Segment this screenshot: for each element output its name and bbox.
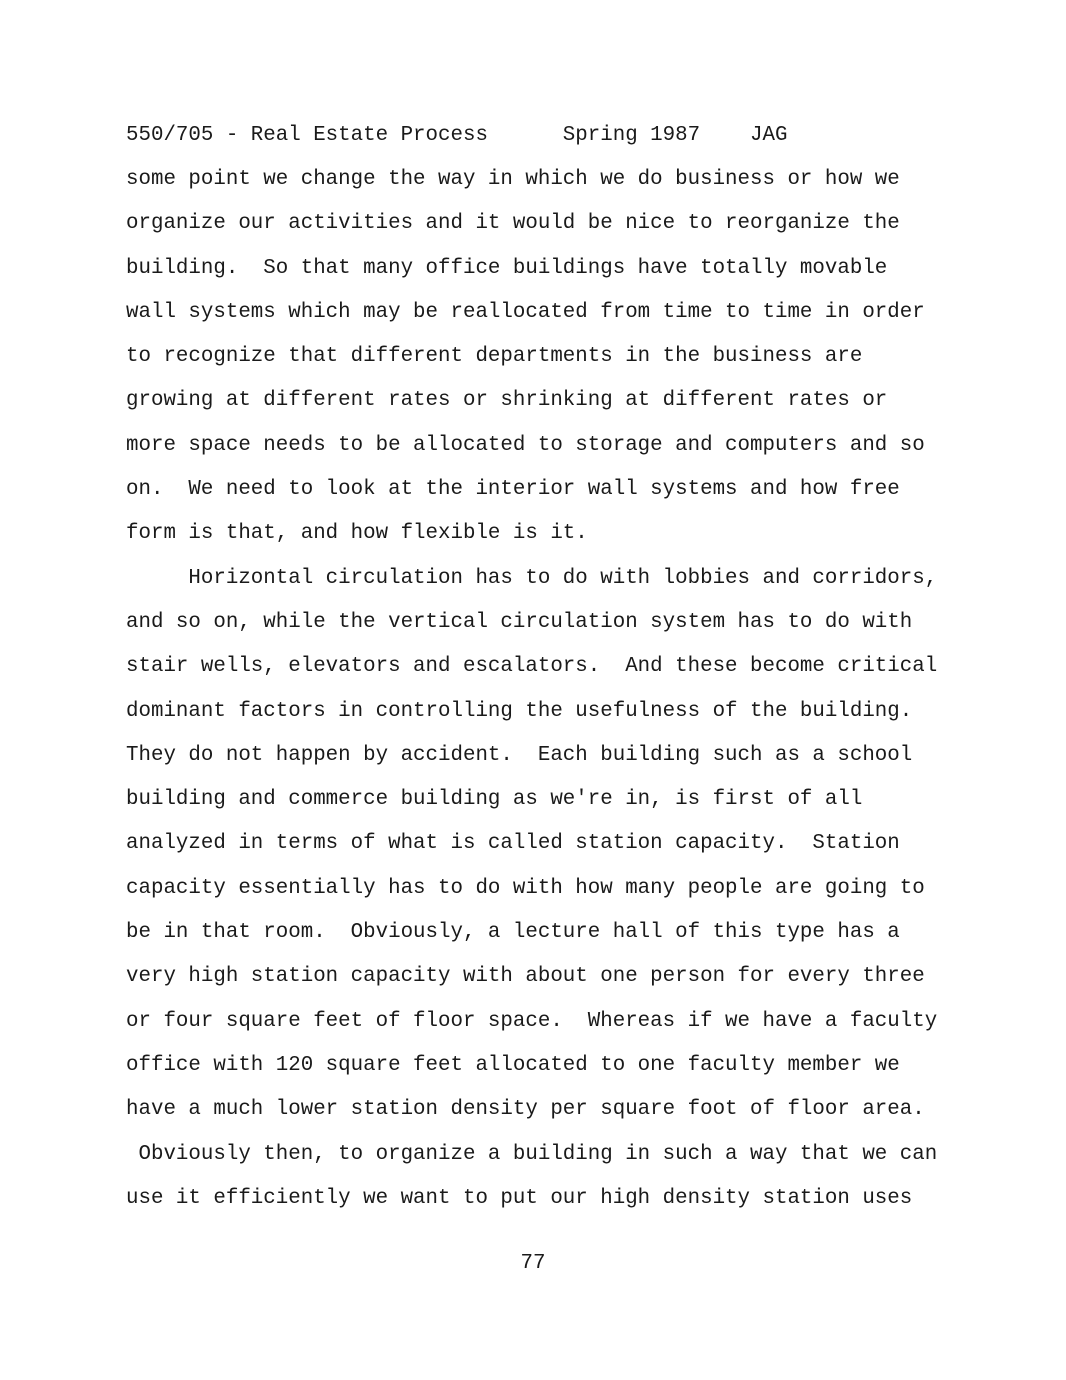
- text-line: have a much lower station density per square foot of floor area.: [126, 1098, 925, 1122]
- page-header: 550/705 - Real Estate Process Spring 1987 JAG: [126, 124, 788, 147]
- text-line: analyzed in terms of what is called station capacity. Station: [126, 832, 900, 856]
- text-line: office with 120 square feet allocated to one faculty member we: [126, 1053, 900, 1077]
- text-line: form is that, and how flexible is it.: [126, 522, 588, 546]
- text-line: dominant factors in controlling the usefulness of the building.: [126, 699, 913, 723]
- text-line: Obviously then, to organize a building in such a way that we can: [126, 1142, 938, 1166]
- body-text: [126, 166, 1026, 1229]
- text-line: stair wells, elevators and escalators. And these become critical: [126, 655, 938, 679]
- text-line: building. So that many office buildings have totally movable: [126, 256, 888, 280]
- text-line: Horizontal circulation has to do with lobbies and corridors,: [126, 566, 938, 590]
- text-line: They do not happen by accident. Each building such as a school: [126, 743, 913, 767]
- text-line: organize our activities and it would be nice to reorganize the: [126, 212, 900, 236]
- page-number: 77: [520, 1252, 546, 1275]
- text-line: growing at different rates or shrinking at different rates or: [126, 389, 888, 413]
- text-line: very high station capacity with about one person for every three: [126, 965, 925, 989]
- text-line: or four square feet of floor space. Whereas if we have a faculty: [126, 1009, 938, 1033]
- text-line: use it efficiently we want to put our high density station uses: [126, 1186, 913, 1210]
- text-line: and so on, while the vertical circulation system has to do with: [126, 610, 913, 634]
- text-line: be in that room. Obviously, a lecture hall of this type has a: [126, 921, 900, 945]
- text-line: wall systems which may be reallocated from time to time in order: [126, 300, 925, 324]
- text-line: on. We need to look at the interior wall systems and how free: [126, 478, 900, 502]
- text-line: capacity essentially has to do with how many people are going to: [126, 876, 925, 900]
- text-line: building and commerce building as we're in, is first of all: [126, 788, 863, 812]
- text-line: more space needs to be allocated to storage and computers and so: [126, 433, 925, 457]
- text-line: some point we change the way in which we do business or how we: [126, 168, 900, 191]
- text-line: to recognize that different departments in the business are: [126, 345, 863, 369]
